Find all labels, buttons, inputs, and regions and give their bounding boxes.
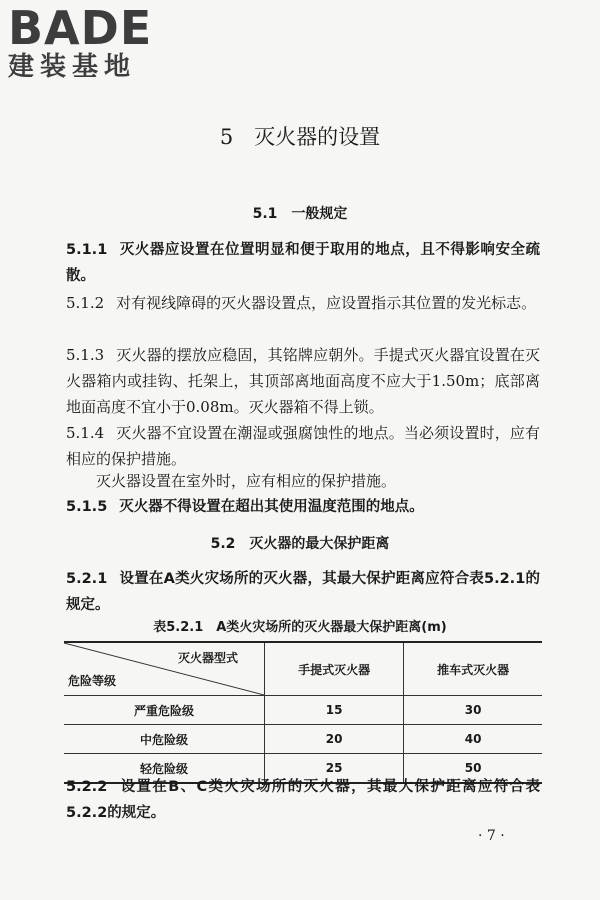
protection-distance-table <box>64 641 542 784</box>
table-cell: 40 <box>404 725 542 754</box>
table-cell: 30 <box>404 696 542 725</box>
clause-5-1-4-outdoor <box>96 468 540 494</box>
table-cell: 25 <box>265 754 404 784</box>
clause-5-2-1 <box>66 566 540 618</box>
clause-text: 设置在A类火灾场所的灭火器，其最大保护距离应符合表5.2.1的规定。 <box>66 571 540 613</box>
table-cell: 50 <box>404 754 542 784</box>
bade-logo <box>8 1 178 82</box>
clause-number: 5.1.2 <box>66 294 105 312</box>
clause-text: 灭火器应设置在位置明显和便于取用的地点，且不得影响安全疏散。 <box>66 242 540 284</box>
clause-text: 灭火器的摆放应稳固，其铭牌应朝外。手提式灭火器宜设置在灭火器箱内或挂钩、托架上，其顶部离地面高度不应大于1.50m；底部离地面高度不宜小于0.08m。灭火器箱不得上锁。 <box>66 346 540 416</box>
clause-number: 5.1.3 <box>66 346 105 364</box>
table-cell: 20 <box>265 725 404 754</box>
corner-label-hazard: 危险等级 <box>68 674 117 688</box>
row-label: 轻危险级 <box>64 754 265 784</box>
clause-text: 对有视线障碍的灭火器设置点，应设置指示其位置的发光标志。 <box>116 294 537 312</box>
logo-mark: BADE <box>8 1 153 55</box>
column-header: 推车式灭火器 <box>404 642 542 696</box>
table-row <box>64 725 542 754</box>
clause-5-1-5 <box>66 494 540 520</box>
corner-label-type: 灭火器型式 <box>177 651 238 665</box>
logo-subtitle: 建装基地 <box>8 52 137 82</box>
clause-5-1-3 <box>66 342 540 420</box>
table-row <box>64 696 542 725</box>
table-corner-cell <box>64 642 265 696</box>
clause-text: 灭火器不宜设置在潮湿或强腐蚀性的地点。当必须设置时，应有相应的保护措施。 <box>66 424 540 468</box>
row-label: 中危险级 <box>64 725 265 754</box>
table-caption: 表5.2.1 A类火灾场所的灭火器最大保护距离(m) <box>153 620 447 635</box>
clause-5-2-2 <box>66 774 540 826</box>
clause-number: 5.1.1 <box>66 242 108 258</box>
column-header: 手提式灭火器 <box>265 642 404 696</box>
table-cell: 15 <box>265 696 404 725</box>
clause-5-1-2 <box>66 290 540 316</box>
clause-5-1-1 <box>66 237 540 289</box>
clause-number: 5.1.4 <box>66 424 105 442</box>
clause-text: 灭火器设置在室外时，应有相应的保护措施。 <box>96 472 397 490</box>
clause-number: 5.2.2 <box>66 779 108 795</box>
clause-5-1-4 <box>66 420 540 472</box>
row-label: 严重危险级 <box>64 696 265 725</box>
clause-number: 5.2.1 <box>66 571 108 587</box>
section-title-5-1: 5.1 一般规定 <box>252 206 348 222</box>
clause-number: 5.1.5 <box>66 499 108 515</box>
table-header-row <box>64 642 542 696</box>
page-number: · 7 · <box>478 828 505 844</box>
clause-text: 设置在B、C类火灾场所的灭火器，其最大保护距离应符合表5.2.2的规定。 <box>66 779 540 821</box>
section-title-5-2: 5.2 灭火器的最大保护距离 <box>210 536 390 552</box>
clause-text: 灭火器不得设置在超出其使用温度范围的地点。 <box>119 499 424 515</box>
chapter-title: 5 灭火器的设置 <box>219 125 381 149</box>
